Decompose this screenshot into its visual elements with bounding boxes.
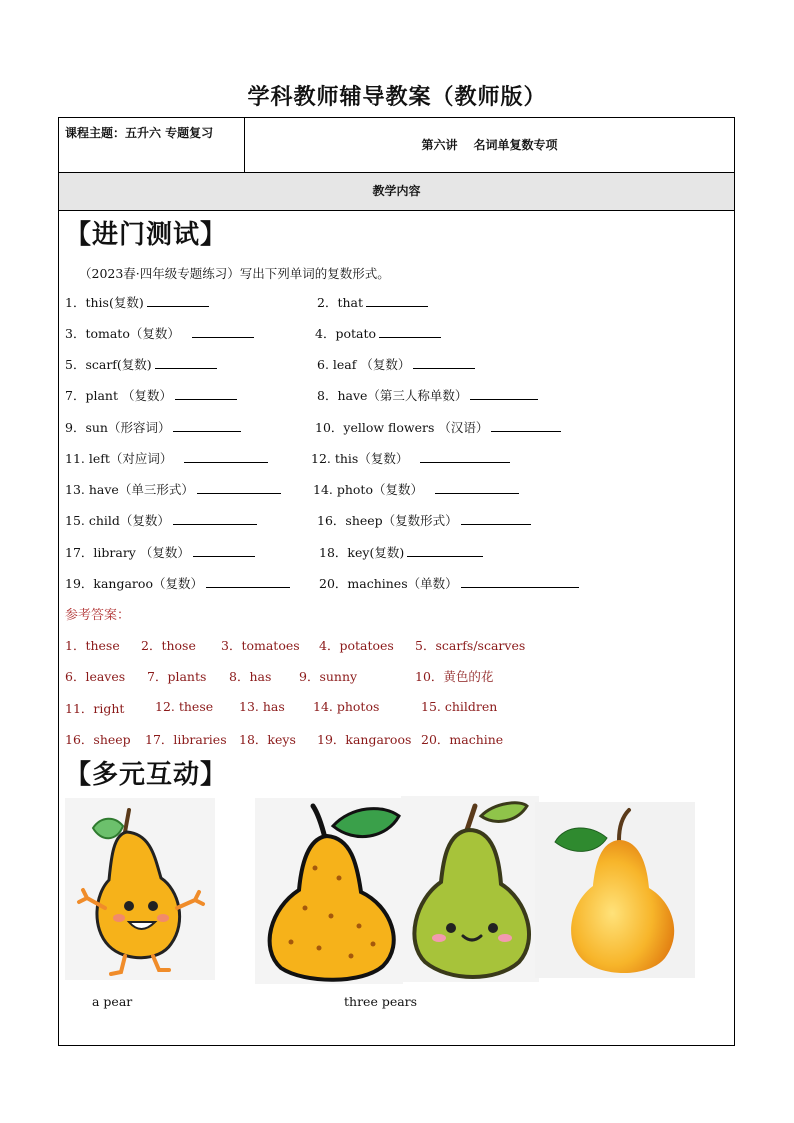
- question-5: 5．scarf(复数): [65, 355, 217, 373]
- lecture-title: 名词单复数专项: [473, 138, 558, 152]
- answer: 6．leaves: [65, 669, 126, 684]
- answer: 8．has: [229, 669, 272, 684]
- answer: 1．these: [65, 638, 120, 653]
- teaching-content-label: 教学内容: [59, 173, 734, 211]
- lecture-number: 第六讲: [421, 138, 458, 152]
- question-4: 4．potato: [315, 324, 441, 342]
- answer: 18．keys: [239, 732, 296, 747]
- question-9: 9．sun（形容词）: [65, 418, 241, 436]
- answer: 14. photos: [313, 699, 380, 714]
- answer: 10．黄色的花: [415, 669, 494, 684]
- caption-a-pear: a pear: [92, 994, 133, 1009]
- lesson-table: [58, 117, 735, 1046]
- question-2: 2．that: [317, 293, 428, 311]
- answer: 2．those: [141, 638, 196, 653]
- orange-pear-image: [255, 798, 403, 984]
- answer: 5．scarfs/scarves: [415, 638, 526, 653]
- realistic-pear-image: [535, 802, 695, 978]
- answer: 15. children: [421, 699, 498, 714]
- question-17: 17．library （复数）: [65, 543, 255, 561]
- answer: 20．machine: [421, 732, 504, 747]
- question-3: 3．tomato（复数）: [65, 324, 254, 342]
- answer: 19．kangaroos: [317, 732, 412, 747]
- cartoon-pear-image: [65, 798, 215, 980]
- question-12: 12. this（复数）: [311, 449, 510, 467]
- question-11: 11. left（对应词）: [65, 449, 268, 467]
- section-interaction-title: 【多元互动】: [65, 760, 228, 790]
- question-14: 14. photo（复数）: [313, 480, 519, 498]
- answer: 3．tomatoes: [221, 638, 300, 653]
- exercise-instruction: （2023春·四年级专题练习）写出下列单词的复数形式。: [79, 266, 390, 281]
- question-16: 16．sheep（复数形式）: [317, 511, 531, 529]
- answer: 16．sheep: [65, 732, 131, 747]
- question-1: 1．this(复数): [65, 293, 209, 311]
- lecture-heading: [245, 118, 734, 172]
- question-7: 7．plant （复数）: [65, 386, 237, 404]
- question-6: 6. leaf （复数）: [317, 355, 475, 373]
- header-row: [59, 118, 734, 173]
- document-title: 学科教师辅导教案（教师版）: [247, 85, 547, 110]
- question-20: 20．machines（单数）: [319, 574, 579, 592]
- section-entry-test-title: 【进门测试】: [65, 220, 228, 250]
- answer: 13. has: [239, 699, 285, 714]
- course-topic: 课程主题：五升六 专题复习: [59, 118, 245, 172]
- answer: 17．libraries: [145, 732, 227, 747]
- question-19: 19．kangaroo（复数）: [65, 574, 290, 592]
- green-pear-image: [401, 796, 539, 982]
- answers-label: 参考答案：: [65, 608, 131, 623]
- question-13: 13. have（单三形式）: [65, 480, 281, 498]
- question-8: 8．have（第三人称单数）: [317, 386, 538, 404]
- answer: 12. these: [155, 699, 214, 714]
- question-10: 10．yellow flowers （汉语）: [315, 418, 561, 436]
- answer: 7．plants: [147, 669, 207, 684]
- caption-three-pears: three pears: [344, 994, 418, 1009]
- answer: 4．potatoes: [319, 638, 394, 653]
- answer: 9．sunny: [299, 669, 358, 684]
- question-18: 18．key(复数): [319, 543, 483, 561]
- answer: 11．right: [65, 701, 125, 716]
- question-15: 15. child（复数）: [65, 511, 257, 529]
